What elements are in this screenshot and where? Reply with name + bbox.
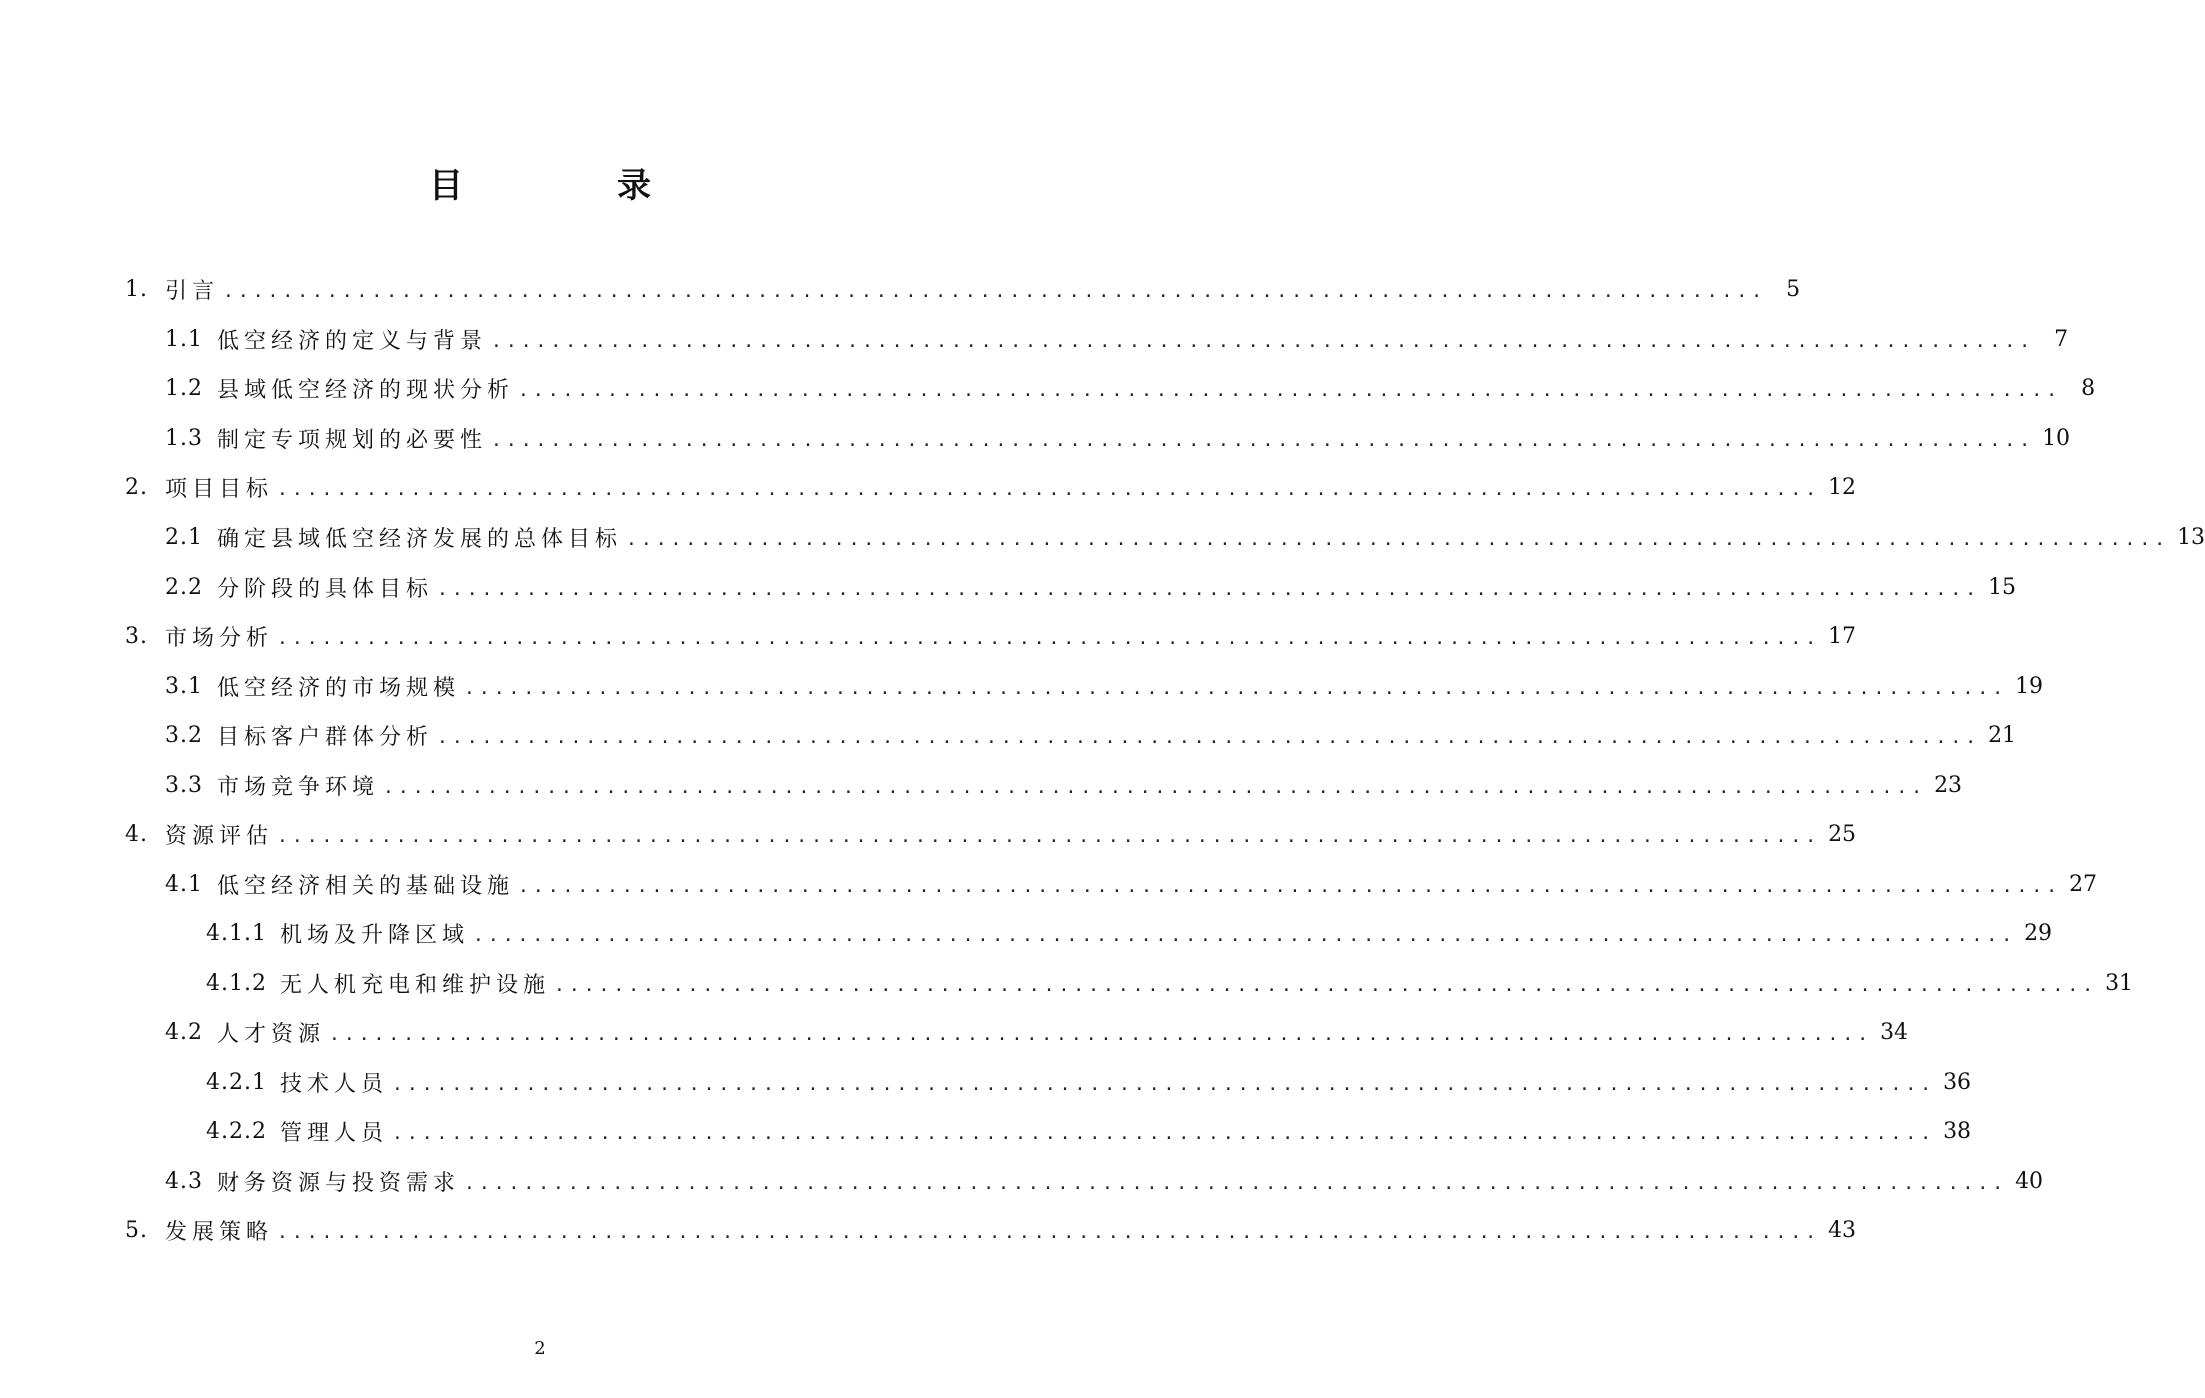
toc-entry-page: 7 bbox=[2054, 326, 2069, 352]
toc-entry-number: 2.2 bbox=[165, 574, 203, 600]
toc-entry-page: 29 bbox=[2024, 920, 2053, 946]
toc-entry-page: 8 bbox=[2081, 375, 2096, 401]
toc-entry-page: 36 bbox=[1943, 1069, 1972, 1095]
toc-entry-number: 4.3 bbox=[165, 1168, 203, 1194]
toc-entry-title: 低空经济相关的基础设施 bbox=[217, 873, 515, 899]
toc-entry-title: 无人机充电和维护设施 bbox=[280, 972, 551, 998]
toc-entry-number: 1.3 bbox=[165, 425, 203, 451]
toc-leader-dots: ........................................................................................................ bbox=[223, 280, 1767, 302]
toc-leader-dots: ........................................................................................................ bbox=[437, 578, 1981, 600]
toc-entry-title: 制定专项规划的必要性 bbox=[217, 427, 488, 453]
toc-entry[interactable] bbox=[206, 908, 2053, 958]
toc-entry-page: 38 bbox=[1943, 1118, 1972, 1144]
toc-entry-number: 4.1.2 bbox=[206, 970, 267, 996]
toc-entry-page: 23 bbox=[1934, 772, 1963, 798]
toc-entry-title: 分阶段的具体目标 bbox=[217, 576, 434, 602]
toc-entry-number: 3. bbox=[125, 623, 148, 649]
toc-entry[interactable] bbox=[206, 1057, 1972, 1107]
toc-entry-number: 4.2.2 bbox=[206, 1118, 267, 1144]
toc-leader-dots: ........................................................................................................ bbox=[277, 627, 1821, 649]
toc-entry-number: 2.1 bbox=[165, 524, 203, 550]
toc-leader-dots: ........................................................................................................ bbox=[518, 875, 2062, 897]
toc-entry-page: 31 bbox=[2105, 970, 2134, 996]
toc-entry-number: 3.3 bbox=[165, 772, 203, 798]
toc-entry-page: 19 bbox=[2015, 673, 2044, 699]
toc-leader-dots: ........................................................................................................ bbox=[473, 924, 2017, 946]
toc-entry[interactable] bbox=[165, 1156, 2044, 1206]
toc-entry[interactable] bbox=[165, 1007, 1909, 1057]
toc-entry-page: 27 bbox=[2069, 871, 2098, 897]
toc-entry-number: 4.1.1 bbox=[206, 920, 267, 946]
toc-leader-dots: ........................................................................................................ bbox=[277, 1221, 1821, 1243]
toc-entry-page: 43 bbox=[1828, 1217, 1857, 1243]
toc-leader-dots: ........................................................................................................ bbox=[626, 528, 2170, 550]
toc-entry[interactable] bbox=[125, 611, 1857, 661]
toc-entry-title: 发展策略 bbox=[165, 1219, 274, 1245]
toc-leader-dots: ........................................................................................................ bbox=[329, 1023, 1873, 1045]
toc-entry[interactable] bbox=[125, 264, 1801, 314]
toc-entry[interactable] bbox=[165, 363, 2096, 413]
toc-entry-title: 市场分析 bbox=[165, 625, 274, 651]
toc-entry-number: 3.1 bbox=[165, 673, 203, 699]
toc-entry-page: 40 bbox=[2015, 1168, 2044, 1194]
toc-entry-number: 2. bbox=[125, 474, 148, 500]
toc-leader-dots: ........................................................................................................ bbox=[277, 825, 1821, 847]
toc-entry-title: 财务资源与投资需求 bbox=[217, 1170, 461, 1196]
toc-entry-page: 15 bbox=[1988, 574, 2017, 600]
toc-entry-number: 4.1 bbox=[165, 871, 203, 897]
toc-entry-title: 管理人员 bbox=[280, 1120, 389, 1146]
toc-entry-title: 技术人员 bbox=[280, 1071, 389, 1097]
toc-entry-title: 引言 bbox=[165, 278, 220, 304]
toc-leader-dots: ........................................................................................................ bbox=[464, 677, 2008, 699]
toc-entry-title: 资源评估 bbox=[165, 823, 274, 849]
toc-entry[interactable] bbox=[165, 413, 2071, 463]
toc-leader-dots: ........................................................................................................ bbox=[392, 1073, 1936, 1095]
toc-entry-page: 21 bbox=[1988, 722, 2017, 748]
toc-entry[interactable] bbox=[206, 958, 2134, 1008]
toc-entry-page: 10 bbox=[2042, 425, 2071, 451]
toc-entry-title: 项目目标 bbox=[165, 476, 274, 502]
toc-entry[interactable] bbox=[165, 760, 1963, 810]
toc-entry-number: 1.2 bbox=[165, 375, 203, 401]
toc-entry-page: 5 bbox=[1786, 276, 1801, 302]
toc-leader-dots: ........................................................................................................ bbox=[392, 1122, 1936, 1144]
toc-leader-dots: ........................................................................................................ bbox=[383, 776, 1927, 798]
toc-entry[interactable] bbox=[125, 1205, 1857, 1255]
toc-entry-page: 34 bbox=[1880, 1019, 1909, 1045]
toc-entry-title: 低空经济的定义与背景 bbox=[217, 328, 488, 354]
toc-entry[interactable] bbox=[125, 462, 1857, 512]
toc-leader-dots: ........................................................................................................ bbox=[518, 379, 2062, 401]
toc-entry-title: 市场竞争环境 bbox=[217, 774, 380, 800]
toc-entry-number: 4.2 bbox=[165, 1019, 203, 1045]
page-number: 2 bbox=[534, 1338, 546, 1359]
toc-entry-title: 目标客户群体分析 bbox=[217, 724, 434, 750]
toc-leader-dots: ........................................................................................................ bbox=[554, 974, 2098, 996]
toc-leader-dots: ........................................................................................................ bbox=[464, 1172, 2008, 1194]
toc-entry-number: 4.2.1 bbox=[206, 1069, 267, 1095]
toc-entry-title: 人才资源 bbox=[217, 1021, 326, 1047]
toc-entry[interactable] bbox=[165, 562, 2017, 612]
toc-entry[interactable] bbox=[165, 314, 2069, 364]
toc-leader-dots: ........................................................................................................ bbox=[491, 330, 2035, 352]
toc-entry-title: 机场及升降区域 bbox=[280, 922, 470, 948]
toc-entry-number: 1. bbox=[125, 276, 148, 302]
page-title: 目 录 bbox=[429, 166, 711, 206]
toc-leader-dots: ........................................................................................................ bbox=[437, 726, 1981, 748]
toc-entry-page: 13 bbox=[2177, 524, 2205, 550]
toc-entry-title: 确定县域低空经济发展的总体目标 bbox=[217, 526, 623, 552]
toc-entry-page: 12 bbox=[1828, 474, 1857, 500]
toc-entry[interactable] bbox=[165, 661, 2044, 711]
toc-entry-page: 17 bbox=[1828, 623, 1857, 649]
toc-entry-number: 1.1 bbox=[165, 326, 203, 352]
toc-entry[interactable] bbox=[165, 710, 2017, 760]
toc-leader-dots: ........................................................................................................ bbox=[491, 429, 2035, 451]
toc-entry[interactable] bbox=[125, 809, 1857, 859]
toc-entry-page: 25 bbox=[1828, 821, 1857, 847]
toc-entry-title: 县域低空经济的现状分析 bbox=[217, 377, 515, 403]
toc-entry-title: 低空经济的市场规模 bbox=[217, 675, 461, 701]
toc-leader-dots: ........................................................................................................ bbox=[277, 478, 1821, 500]
toc-entry-number: 5. bbox=[125, 1217, 148, 1243]
toc-entry[interactable] bbox=[165, 859, 2098, 909]
toc-entry[interactable] bbox=[206, 1106, 1972, 1156]
toc-entry-number: 4. bbox=[125, 821, 148, 847]
toc-entry-number: 3.2 bbox=[165, 722, 203, 748]
toc-entry[interactable] bbox=[165, 512, 2205, 562]
